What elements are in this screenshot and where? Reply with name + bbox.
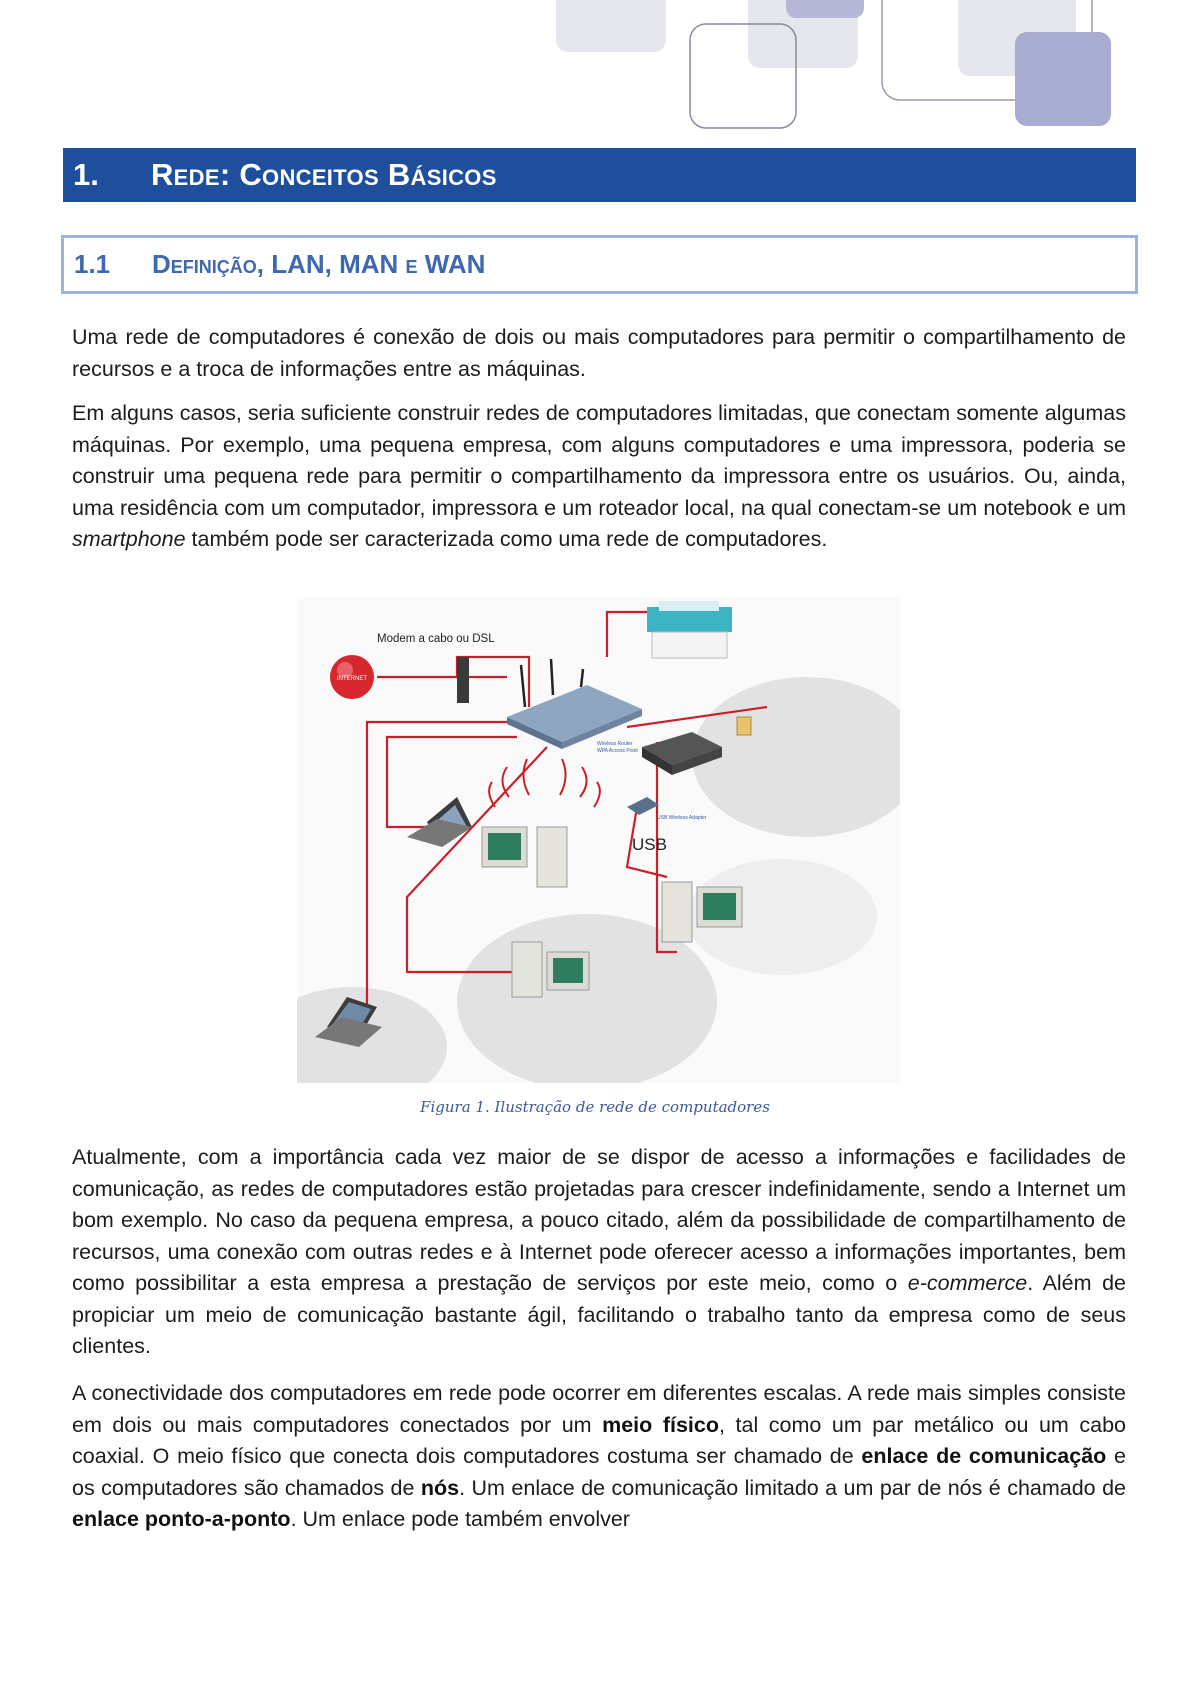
paragraph-connectivity [72,1378,1126,1536]
text-segment: . Além de propiciar um meio de comunicação bastante ágil, facilitando o trabalho tanto da empresa como de seus clientes. [72,1271,1126,1358]
text-segment: Atualmente, com a importância cada vez maior de se dispor de acesso a informações e facilidades de comunicação, as redes de computadores estão projetadas para crescer indefinidamente, sendo a Internet um bom exemplo. No caso da pequena empresa, a pouco citado, além da possibilidade de compartilhamento de recursos, uma conexão com outras redes e à Internet pode oferecer acesso a informações importantes, bem como possibilitar a esta empresa a prestação de serviços por este meio, como o [72,1145,1126,1295]
chapter-heading [63,148,1136,202]
text-segment: , tal como um par metálico ou um cabo coaxial. O meio físico que conecta dois computadores costuma ser chamado de [72,1412,1126,1468]
usb-adapter-label: USB Wireless Adapter [657,815,707,821]
modem-device [457,657,469,703]
term-bold: enlace de comunicação [861,1444,1107,1468]
floor-disc [692,677,900,837]
section-heading [61,235,1138,294]
usb-label: USB [632,835,667,854]
text-segment: Em alguns casos, seria suficiente construir redes de computadores limitadas, que conectam somente algumas máquinas. Por exemplo, uma pequena empresa, com alguns computadores e uma impressora, poderia se construir uma pequena rede para permitir o compartilhamento da impressora entre os usuários. Ou, ainda, uma residência com um computador, impressora e um roteador local, na qual conectam-se um notebook e um [72,401,1126,520]
printer-device [647,601,732,658]
text-emphasis: e-commerce [907,1271,1028,1295]
router-label: Wireless Router [597,741,633,747]
modem-label: Modem a cabo ou DSL [377,633,495,645]
figure-caption: Figura 1. Ilustração de rede de computadores [420,1098,770,1116]
header-decoration [0,0,1190,140]
text-segment: e os computadores são chamados de [72,1444,1126,1500]
desktop-computer [482,827,567,887]
term-bold: meio físico [602,1412,719,1437]
network-illustration [297,597,900,1083]
text-segment: também pode ser caracterizada como uma rede de computadores. [185,527,828,551]
router-label-2: WPA Access Point [597,748,638,754]
paragraph-definition: Uma rede de computadores é conexão de dois ou mais computadores para permitir o compartilhamento de recursos e a troca de informações entre as máquinas. [72,325,1126,381]
wireless-router [507,659,642,749]
text-segment: . Um enlace de comunicação limitado a um par de nós é chamado de [459,1475,1126,1500]
paragraph-examples [72,398,1126,556]
section-title: Definição, LAN, MAN e WAN [152,249,486,279]
text-segment: . Um enlace pode também envolver [290,1507,630,1531]
paragraph-internet [72,1142,1126,1363]
section-number: 1.1 [74,249,111,279]
chapter-number: 1. [73,157,99,192]
text-emphasis: smartphone [72,527,186,551]
chapter-title: Rede: Conceitos Básicos [151,157,497,192]
laptop-device [407,797,472,847]
text-segment: A conectividade dos computadores em rede pode ocorrer em diferentes escalas. A rede mais simples consiste em dois ou mais computadores conectados por um [72,1381,1126,1437]
term-bold: nós [420,1475,460,1500]
internet-label: INTERNET [337,676,367,682]
term-bold: enlace ponto-a-ponto [72,1507,291,1531]
usb-adapter-device [627,797,659,815]
